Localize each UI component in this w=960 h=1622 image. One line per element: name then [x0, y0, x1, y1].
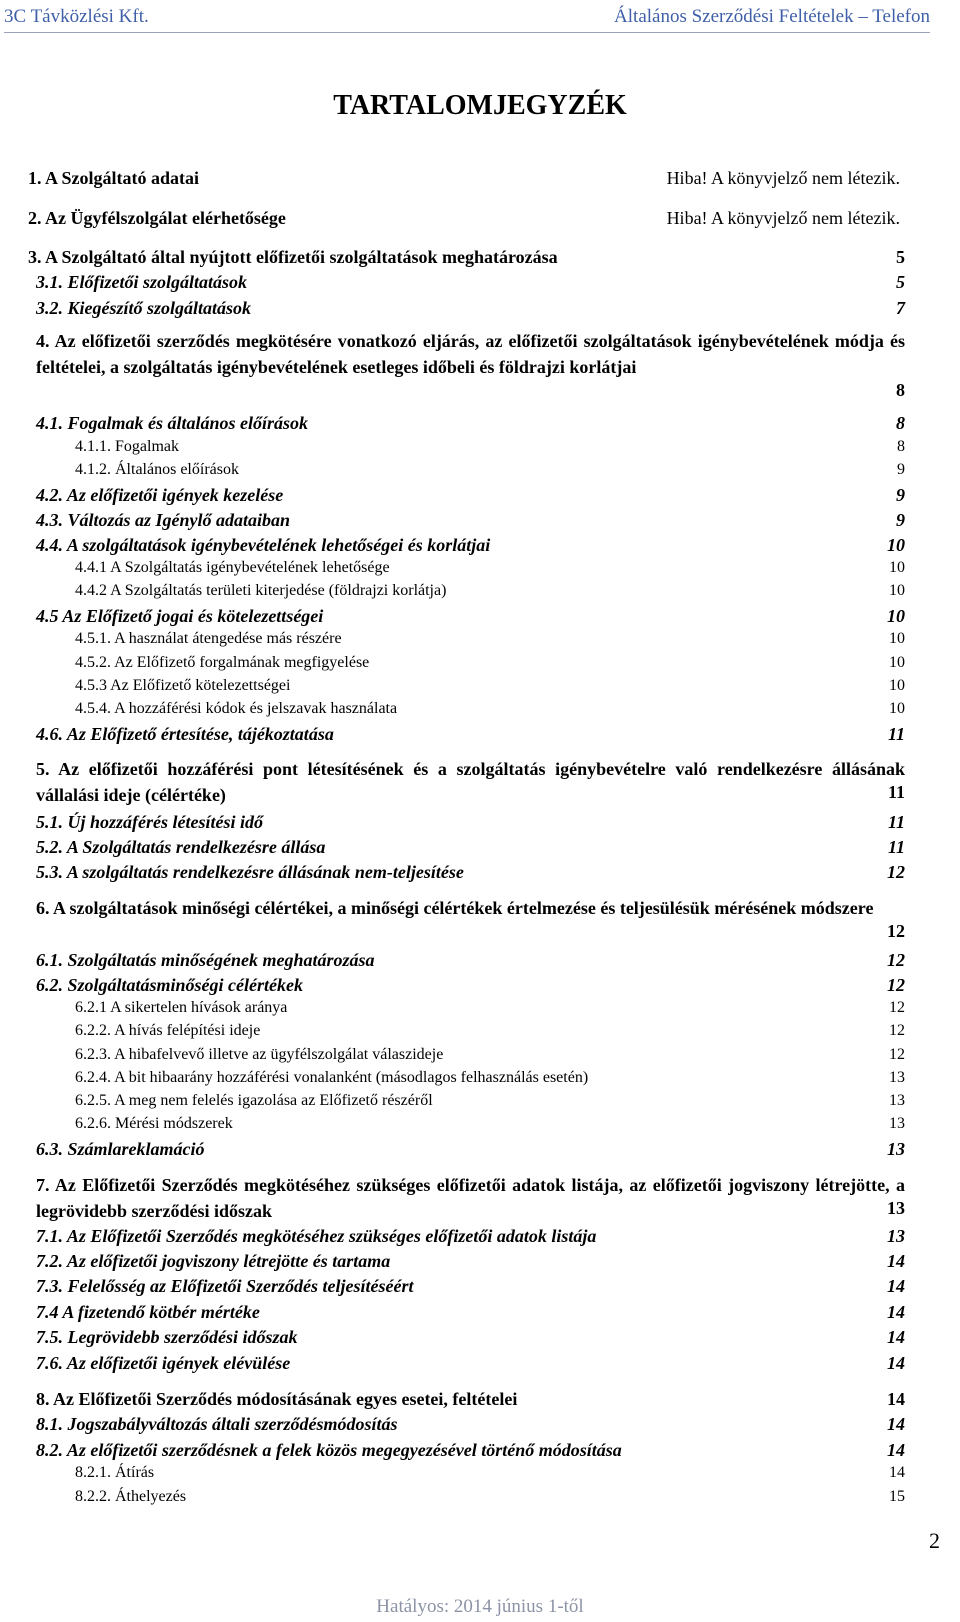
toc-entry-page: 12	[889, 1046, 905, 1063]
toc-entry-title: 4.1. Fogalmak és általános előírások	[36, 413, 309, 433]
toc-entry-page: 11	[887, 812, 905, 832]
toc-entry-page: 10	[889, 654, 905, 671]
toc-entry-page: 12	[887, 921, 905, 941]
toc-entry-page: 14	[887, 1327, 905, 1347]
toc-entry-title: 6. A szolgáltatások minőségi célértékei, a minőségi célértékek értelmezése és teljesülésük mérésének módszere	[36, 898, 874, 918]
toc-entry-page: 9	[897, 461, 905, 478]
toc-entry-page: 10	[889, 559, 905, 576]
toc-entry-page: 10	[889, 582, 905, 599]
toc-entry-page: 14	[887, 1389, 905, 1409]
toc-title: TARTALOMJEGYZÉK	[333, 90, 627, 121]
toc-entry-page: 8	[897, 438, 905, 455]
toc-entry-title: 7.3. Felelősség az Előfizetői Szerződés teljesítéséért	[36, 1276, 414, 1296]
toc-entry-page: 14	[889, 1464, 905, 1481]
toc-entry-title: 6.2.2. A hívás felépítési ideje	[75, 1022, 261, 1039]
toc-entry-page: 12	[887, 975, 905, 995]
toc-entry-page: 10	[889, 630, 905, 647]
toc-entry-title: 4.5.3 Az Előfizető kötelezettségei	[75, 677, 291, 694]
toc-entry-title: 7.1. Az Előfizetői Szerződés megkötéséhez szükséges előfizetői adatok listája	[36, 1226, 597, 1246]
toc-entry-title: 4.6. Az Előfizető értesítése, tájékoztatása	[36, 724, 334, 744]
toc-entry-title: 6.2.3. A hibafelvevő illetve az ügyfélszolgálat válaszideje	[75, 1046, 444, 1063]
toc-entry-title: 7.2. Az előfizetői jogviszony létrejötte és tartama	[36, 1251, 391, 1271]
toc-entry-title: 6.1. Szolgáltatás minőségének meghatározása	[36, 950, 375, 970]
toc-entry-page: 8	[896, 380, 905, 400]
toc-entry-title: 7.4 A fizetendő kötbér mértéke	[36, 1302, 260, 1322]
toc-entry-page: 13	[887, 1139, 905, 1159]
toc-entry-page: Hiba! A könyvjelző nem létezik.	[666, 168, 900, 188]
toc-entry-page: 13	[887, 1198, 905, 1218]
toc-entry-page: 7	[896, 298, 905, 318]
toc-entry-title: 6.2.1 A sikertelen hívások aránya	[75, 999, 288, 1016]
toc-entry-page: 10	[889, 677, 905, 694]
toc-entry-title: 6.2.6. Mérési módszerek	[75, 1115, 233, 1132]
toc-entry-title: 8.2.2. Áthelyezés	[75, 1488, 187, 1505]
header-doc-title: Általános Szerződési Feltételek – Telefon	[614, 6, 930, 27]
toc-entry-title: 8.1. Jogszabályváltozás általi szerződésmódosítás	[36, 1414, 398, 1434]
toc-entry-title: 5.2. A Szolgáltatás rendelkezésre állása	[36, 837, 326, 857]
toc-entry-title: 5. Az előfizetői hozzáférési pont létesítésének és a szolgáltatás igénybevételre való rendelkezésre állásának vállalási ideje (célértéke)	[36, 759, 905, 805]
toc-entry-title: 4.5.4. A hozzáférési kódok és jelszavak használata	[75, 700, 398, 717]
toc-entry-title: 3.2. Kiegészítő szolgáltatások	[36, 298, 252, 318]
toc-entry-page: 12	[889, 1022, 905, 1039]
toc-entry-title: 6.2. Szolgáltatásminőségi célértékek	[36, 975, 303, 995]
toc-entry-title: 8. Az Előfizetői Szerződés módosításának egyes esetei, feltételei	[36, 1389, 518, 1409]
toc-entry-title: 7. Az Előfizetői Szerződés megkötéséhez szükséges előfizetői adatok listája, az előfizetői jogviszony létrejötte, a legrövidebb szerződési időszak	[36, 1175, 905, 1221]
toc-entry-page: 15	[889, 1488, 905, 1505]
page-footer: Hatályos: 2014 június 1-től	[376, 1596, 584, 1617]
toc-entry-page: 12	[889, 999, 905, 1016]
toc-entry-title: 4.5.2. Az Előfizető forgalmának megfigyelése	[75, 654, 370, 671]
toc-entry-title: 6.2.4. A bit hibaarány hozzáférési vonalanként (másodlagos felhasználás esetén)	[75, 1069, 589, 1086]
toc-entry-page: 10	[887, 606, 905, 626]
toc-entry-title: 4.2. Az előfizetői igények kezelése	[36, 485, 284, 505]
toc-entry-page: 14	[887, 1353, 905, 1373]
toc-entry-page: 13	[889, 1115, 905, 1132]
toc-entry-title: 4. Az előfizetői szerződés megkötésére vonatkozó eljárás, az előfizetői szolgáltatások igénybevételének módja és feltételei, a szolgáltatás igénybevételének esetleges időbeli és földrajzi korlátjai	[36, 331, 905, 377]
toc-entry-page: 12	[887, 862, 905, 882]
toc-entry-page: 9	[896, 485, 905, 505]
toc-entry-title: 4.5 Az Előfizető jogai és kötelezettségei	[36, 606, 324, 626]
toc-entry-page: 11	[887, 782, 905, 802]
toc-entry-page: 13	[887, 1226, 905, 1246]
toc-entry-title: 4.4. A szolgáltatások igénybevételének lehetőségei és korlátjai	[36, 535, 491, 555]
toc-entry-page: 13	[889, 1069, 905, 1086]
toc-entry-title: 6.2.5. A meg nem felelés igazolása az Előfizető részéről	[75, 1092, 433, 1109]
page-number: 2	[929, 1528, 940, 1553]
toc-entry-page: 11	[887, 837, 905, 857]
toc-entry-page: 14	[887, 1414, 905, 1434]
toc-entry-page: 14	[887, 1302, 905, 1322]
toc-entry-title: 4.5.1. A használat átengedése más részére	[75, 630, 342, 647]
toc-entry-title: 5.3. A szolgáltatás rendelkezésre állásának nem-teljesítése	[36, 862, 464, 882]
toc-entry-title: 4.1.2. Általános előírások	[75, 461, 239, 478]
toc-entry-title: 3.1. Előfizetői szolgáltatások	[36, 272, 248, 292]
toc-entry-title: 8.2. Az előfizetői szerződésnek a felek közös megegyezésével történő módosítása	[36, 1440, 622, 1460]
toc-entry-title: 4.1.1. Fogalmak	[75, 438, 179, 455]
toc-entry-title: 7.5. Legrövidebb szerződési időszak	[36, 1327, 298, 1347]
toc-entry-page: 8	[896, 413, 905, 433]
toc-entry-title: 1. A Szolgáltató adatai	[28, 168, 200, 188]
toc-entry-title: 2. Az Ügyfélszolgálat elérhetősége	[28, 208, 286, 228]
toc-entry-title: 5.1. Új hozzáférés létesítési idő	[36, 812, 263, 832]
toc-entry-page: 5	[896, 247, 905, 267]
toc-entry-page: Hiba! A könyvjelző nem létezik.	[666, 208, 900, 228]
toc-entry-page: 13	[889, 1092, 905, 1109]
toc-entry-page: 14	[887, 1440, 905, 1460]
header-company: 3C Távközlési Kft.	[4, 6, 149, 27]
toc-entry-page: 10	[889, 700, 905, 717]
toc-entry-page: 5	[896, 272, 905, 292]
toc-entry-title: 8.2.1. Átírás	[75, 1464, 155, 1481]
toc-entry-title: 6.3. Számlareklamáció	[36, 1139, 205, 1159]
toc-entry-page: 12	[887, 950, 905, 970]
page-header	[4, 4, 930, 33]
toc-entry-title: 4.4.1 A Szolgáltatás igénybevételének lehetősége	[75, 559, 390, 576]
toc-entry-title: 4.3. Változás az Igénylő adataiban	[36, 510, 291, 530]
toc-entry-title: 4.4.2 A Szolgáltatás területi kiterjedése (földrajzi korlátja)	[75, 582, 447, 599]
toc-entry-page: 9	[896, 510, 905, 530]
toc-entry-title: 7.6. Az előfizetői igények elévülése	[36, 1353, 291, 1373]
toc-entry-page: 11	[887, 724, 905, 744]
toc-entry-page: 14	[887, 1276, 905, 1296]
toc-entry-page: 14	[887, 1251, 905, 1271]
toc-entry-page: 10	[887, 535, 905, 555]
toc-entry-title: 3. A Szolgáltató által nyújtott előfizetői szolgáltatások meghatározása	[28, 247, 558, 267]
